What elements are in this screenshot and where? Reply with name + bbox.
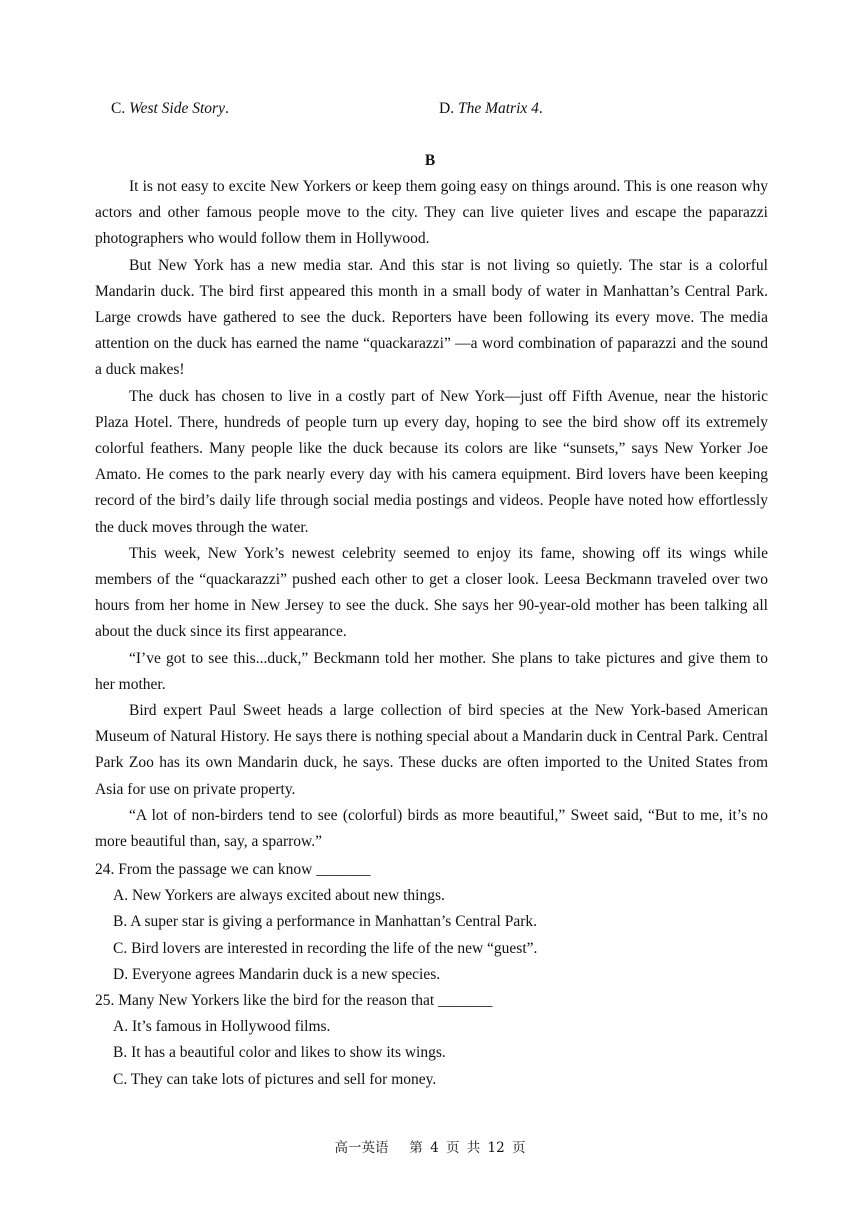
passage-paragraph: This week, New York’s newest celebrity seemed to enjoy its fame, showing off its wings while members of the “quackarazzi” pushed each other to get a closer look. Leesa Beckmann traveled over two hours from her home in New Jersey to see the duck. She says her 90-year-old mother has been talking all about the duck since its first appearance. bbox=[95, 544, 768, 641]
section-heading: B bbox=[424, 152, 436, 169]
option-d-period: . bbox=[538, 100, 543, 117]
option-c-period: . bbox=[224, 100, 229, 117]
passage-paragraph: But New York has a new media star. And this star is not living so quietly. The star is a colorful Mandarin duck. The bird first appeared this month in a small body of water in Manhattan’s Central Park. Large crowds have gathered to see the duck. Reporters have been following its every move. The media attention on the duck has earned the name “quackarazzi” —a word combination of paparazzi and the sound a duck makes! bbox=[95, 256, 768, 379]
previous-question-options bbox=[111, 98, 811, 120]
passage-paragraph: “A lot of non-birders tend to see (colorful) birds as more beautiful,” Sweet said, “But to me, it’s no more beautiful than, say, a sparrow.” bbox=[95, 806, 768, 851]
question-stem: 25. Many New Yorkers like the bird for the reason that _______ bbox=[95, 992, 493, 1010]
question-stem: 24. From the passage we can know _______ bbox=[95, 861, 371, 878]
question-24 bbox=[95, 857, 768, 988]
passage-paragraph: The duck has chosen to live in a costly part of New York—just off Fifth Avenue, near the historic Plaza Hotel. There, hundreds of people turn up every day, hoping to see the bird show off its extremely colorful feathers. Many people like the duck because its colors are like “sunsets,” says New Yorker Joe Amato. He comes to the park nearly every day with his camera equipment. Bird lovers have been keeping record of the bird’s daily life through social media postings and videos. People have noted how effortlessly the duck moves through the water. bbox=[95, 387, 768, 536]
reading-passage bbox=[95, 174, 768, 855]
option-c-letter: C. bbox=[111, 100, 130, 117]
answer-option: B. A super star is giving a performance in Manhattan’s Central Park. bbox=[113, 913, 538, 931]
answer-option: D. Everyone agrees Mandarin duck is a new species. bbox=[113, 965, 441, 983]
question-list bbox=[95, 857, 768, 1093]
passage-paragraph: It is not easy to excite New Yorkers or keep them going easy on things around. This is one reason why actors and other famous people move to the city. They can live quieter lives and escape the paparazzi photographers who would follow them in Hollywood. bbox=[95, 178, 768, 248]
answer-option: B. It has a beautiful color and likes to show its wings. bbox=[113, 1044, 446, 1062]
answer-option: C. Bird lovers are interested in recording the life of the new “guest”. bbox=[113, 939, 538, 957]
option-d-title: The Matrix 4 bbox=[457, 100, 539, 117]
option-c-title: West Side Story bbox=[129, 100, 225, 117]
passage-paragraph: Bird expert Paul Sweet heads a large collection of bird species at the New York-based American Museum of Natural History. He says there is nothing special about a Mandarin duck in Central Park. Central Park Zoo has its own Mandarin duck, he says. These ducks are often imported to the United States from Asia for use on private property. bbox=[95, 702, 768, 798]
answer-option: A. It’s famous in Hollywood films. bbox=[113, 1018, 331, 1036]
option-d bbox=[439, 98, 543, 120]
passage-paragraph: “I’ve got to see this...duck,” Beckmann told her mother. She plans to take pictures and give them to her mother. bbox=[95, 649, 768, 693]
option-d-letter: D. bbox=[439, 100, 458, 117]
page-footer: 高一英语 第 4 页 共 12 页 bbox=[334, 1140, 526, 1156]
answer-option: C. They can take lots of pictures and sell for money. bbox=[113, 1070, 437, 1088]
question-25 bbox=[95, 988, 768, 1093]
answer-option: A. New Yorkers are always excited about new things. bbox=[113, 887, 445, 905]
option-c bbox=[111, 98, 229, 120]
